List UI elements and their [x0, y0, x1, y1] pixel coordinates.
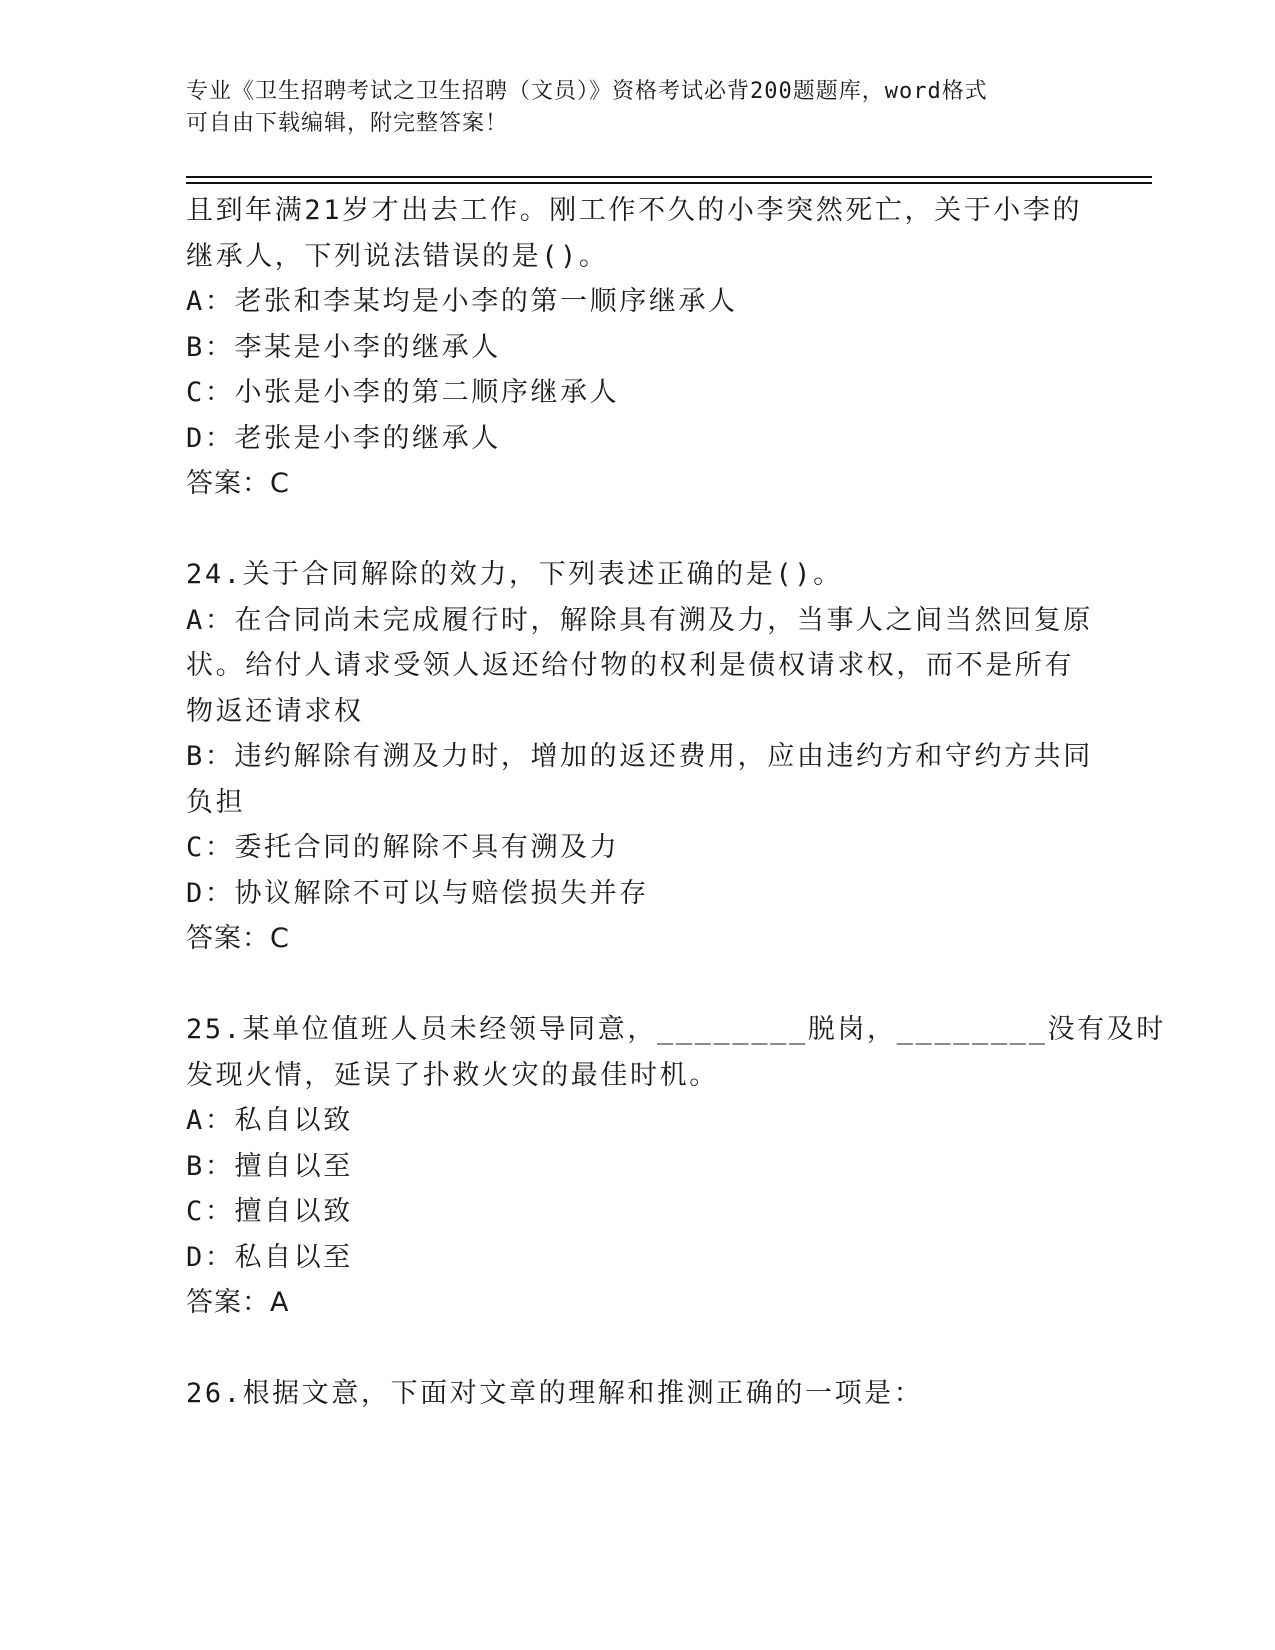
document-header	[186, 76, 1086, 140]
option-c: C：委托合同的解除不具有溯及力	[186, 832, 620, 863]
option-a-line: 物返还请求权	[186, 695, 364, 727]
question-stem-line: 发现火情，延误了扑救火灾的最佳时机。	[186, 1059, 719, 1091]
option-c: C：小张是小李的第二顺序继承人	[186, 377, 620, 408]
question-25	[186, 1007, 1166, 1326]
option-b: B：李某是小李的继承人	[186, 331, 501, 363]
option-c: C：擅自以致	[186, 1196, 353, 1227]
option-b: B：擅自以至	[186, 1150, 353, 1182]
option-d: D：私自以至	[186, 1241, 353, 1273]
question-stem: 24.关于合同解除的效力，下列表述正确的是()。	[186, 559, 843, 590]
answer-text: 答案：C	[186, 923, 290, 954]
option-a: A：私自以致	[186, 1105, 353, 1136]
question-stem-line: 继承人，下列说法错误的是()。	[186, 240, 609, 272]
question-23	[186, 188, 1083, 507]
option-d: D：老张是小李的继承人	[186, 422, 501, 454]
answer-text: 答案：C	[186, 468, 290, 499]
spacer	[186, 962, 1066, 1008]
header-divider-bottom	[186, 182, 1152, 184]
option-d: D：协议解除不可以与赔偿损失并存	[186, 877, 649, 909]
question-stem-line: 且到年满21岁才出去工作。刚工作不久的小李突然死亡，关于小李的	[186, 195, 1083, 226]
header-title-line-1: 专业《卫生招聘考试之卫生招聘（文员）》资格考试必背200题题库，word格式	[186, 79, 988, 104]
spacer	[186, 1326, 1066, 1372]
question-content	[186, 188, 1166, 1417]
option-a: A：老张和李某均是小李的第一顺序继承人	[186, 286, 738, 317]
question-24	[186, 552, 1093, 962]
option-a-line: 状。给付人请求受领人返还给付物的权利是债权请求权，而不是所有	[186, 650, 1074, 681]
answer-text: 答案：A	[186, 1287, 290, 1318]
spacer	[186, 507, 1066, 553]
header-title-line-2: 可自由下载编辑，附完整答案！	[186, 111, 509, 136]
header-divider-top	[186, 176, 1152, 178]
question-stem: 26.根据文意，下面对文章的理解和推测正确的一项是：	[186, 1378, 924, 1409]
question-stem-line: 25.某单位值班人员未经领导同意，________脱岗，________没有及时	[186, 1014, 1166, 1045]
question-26	[186, 1371, 1066, 1417]
option-a-line: A：在合同尚未完成履行时，解除具有溯及力，当事人之间当然回复原	[186, 604, 1093, 636]
option-b-line: 负担	[186, 786, 246, 818]
option-b-line: B：违约解除有溯及力时，增加的返还费用，应由违约方和守约方共同	[186, 741, 1093, 772]
